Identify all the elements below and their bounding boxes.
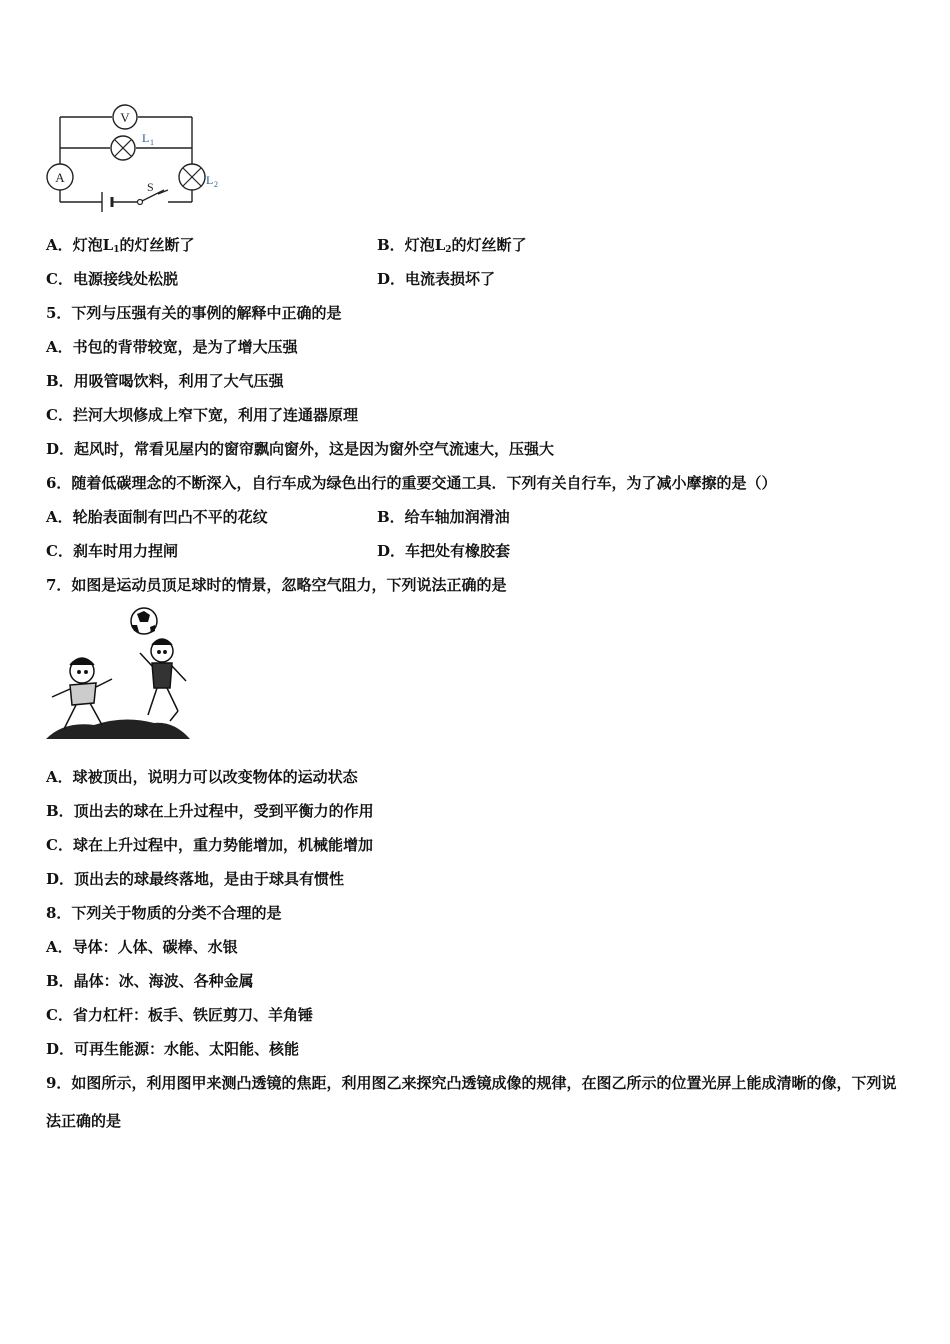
q4-option-b: B．灯泡$L_2$的灯丝断了 xyxy=(377,236,527,255)
q4-option-d: D．电流表损坏了 xyxy=(377,270,496,288)
q8-option-d: D．可再生能源：水能、太阳能、核能 xyxy=(46,1040,300,1058)
q5-option-c: C．拦河大坝修成上窄下宽，利用了连通器原理 xyxy=(46,406,358,424)
q6-stem: 6．随着低碳理念的不断深入，自行车成为绿色出行的重要交通工具．下列有关自行车，为了减小摩擦的是（） xyxy=(46,474,777,492)
svg-text:V: V xyxy=(120,110,130,125)
q5-option-d: D．起风时，常看见屋内的窗帘飘向窗外，这是因为窗外空气流速大，压强大 xyxy=(46,440,555,458)
svg-text:1: 1 xyxy=(150,138,154,147)
svg-text:A: A xyxy=(55,170,65,185)
soccer-players-illustration xyxy=(44,603,194,743)
q7-option-d: D．顶出去的球最终落地，是由于球具有惯性 xyxy=(46,870,345,888)
q6-option-b: B．给车轴加润滑油 xyxy=(377,508,510,526)
svg-text:2: 2 xyxy=(214,180,218,189)
q7-stem: 7．如图是运动员顶足球时的情景，忽略空气阻力，下列说法正确的是 xyxy=(46,576,507,594)
lamp-l1-symbol xyxy=(111,131,154,160)
q6-option-d: D．车把处有橡胶套 xyxy=(377,542,511,560)
q5-option-b: B．用吸管喝饮料，利用了大气压强 xyxy=(46,372,284,390)
q6-option-c: C．刹车时用力捏闸 xyxy=(46,542,178,560)
ammeter-symbol xyxy=(47,164,73,190)
right-player-figure xyxy=(140,639,186,721)
q7-option-c: C．球在上升过程中，重力势能增加，机械能增加 xyxy=(46,836,373,854)
q8-option-a: A．导体：人体、碳棒、水银 xyxy=(46,938,238,956)
q8-option-b: B．晶体：冰、海波、各种金属 xyxy=(46,972,254,990)
svg-text:L: L xyxy=(206,173,214,187)
left-player-figure xyxy=(52,658,112,729)
q5-stem: 5．下列与压强有关的事例的解释中正确的是 xyxy=(46,304,342,322)
q6-option-a: A．轮胎表面制有凹凸不平的花纹 xyxy=(46,508,268,526)
q4-option-a: A．灯泡$L_1$的灯丝断了 xyxy=(46,236,195,255)
q8-stem: 8．下列关于物质的分类不合理的是 xyxy=(46,904,282,922)
q7-option-a: A．球被顶出，说明力可以改变物体的运动状态 xyxy=(46,768,358,786)
q4-option-c: C．电源接线处松脱 xyxy=(46,270,178,288)
battery-symbol xyxy=(102,192,112,212)
voltmeter-symbol xyxy=(113,105,137,129)
q9-stem: 9．如图所示，利用图甲来测凸透镜的焦距，利用图乙来探究凸透镜成像的规律，在图乙所示的位置光屏上能成清晰的像，下列说法正确的是 xyxy=(46,1074,897,1130)
q7-option-b: B．顶出去的球在上升过程中，受到平衡力的作用 xyxy=(46,802,374,820)
soccer-ball-icon xyxy=(131,608,157,634)
svg-text:L: L xyxy=(142,131,150,145)
circuit-diagram xyxy=(40,98,230,218)
q8-option-c: C．省力杠杆：板手、铁匠剪刀、羊角锤 xyxy=(46,1006,313,1024)
svg-text:S: S xyxy=(147,180,154,194)
q5-option-a: A．书包的背带较宽，是为了增大压强 xyxy=(46,338,298,356)
switch-symbol xyxy=(138,180,165,205)
lamp-l2-symbol xyxy=(179,164,218,190)
